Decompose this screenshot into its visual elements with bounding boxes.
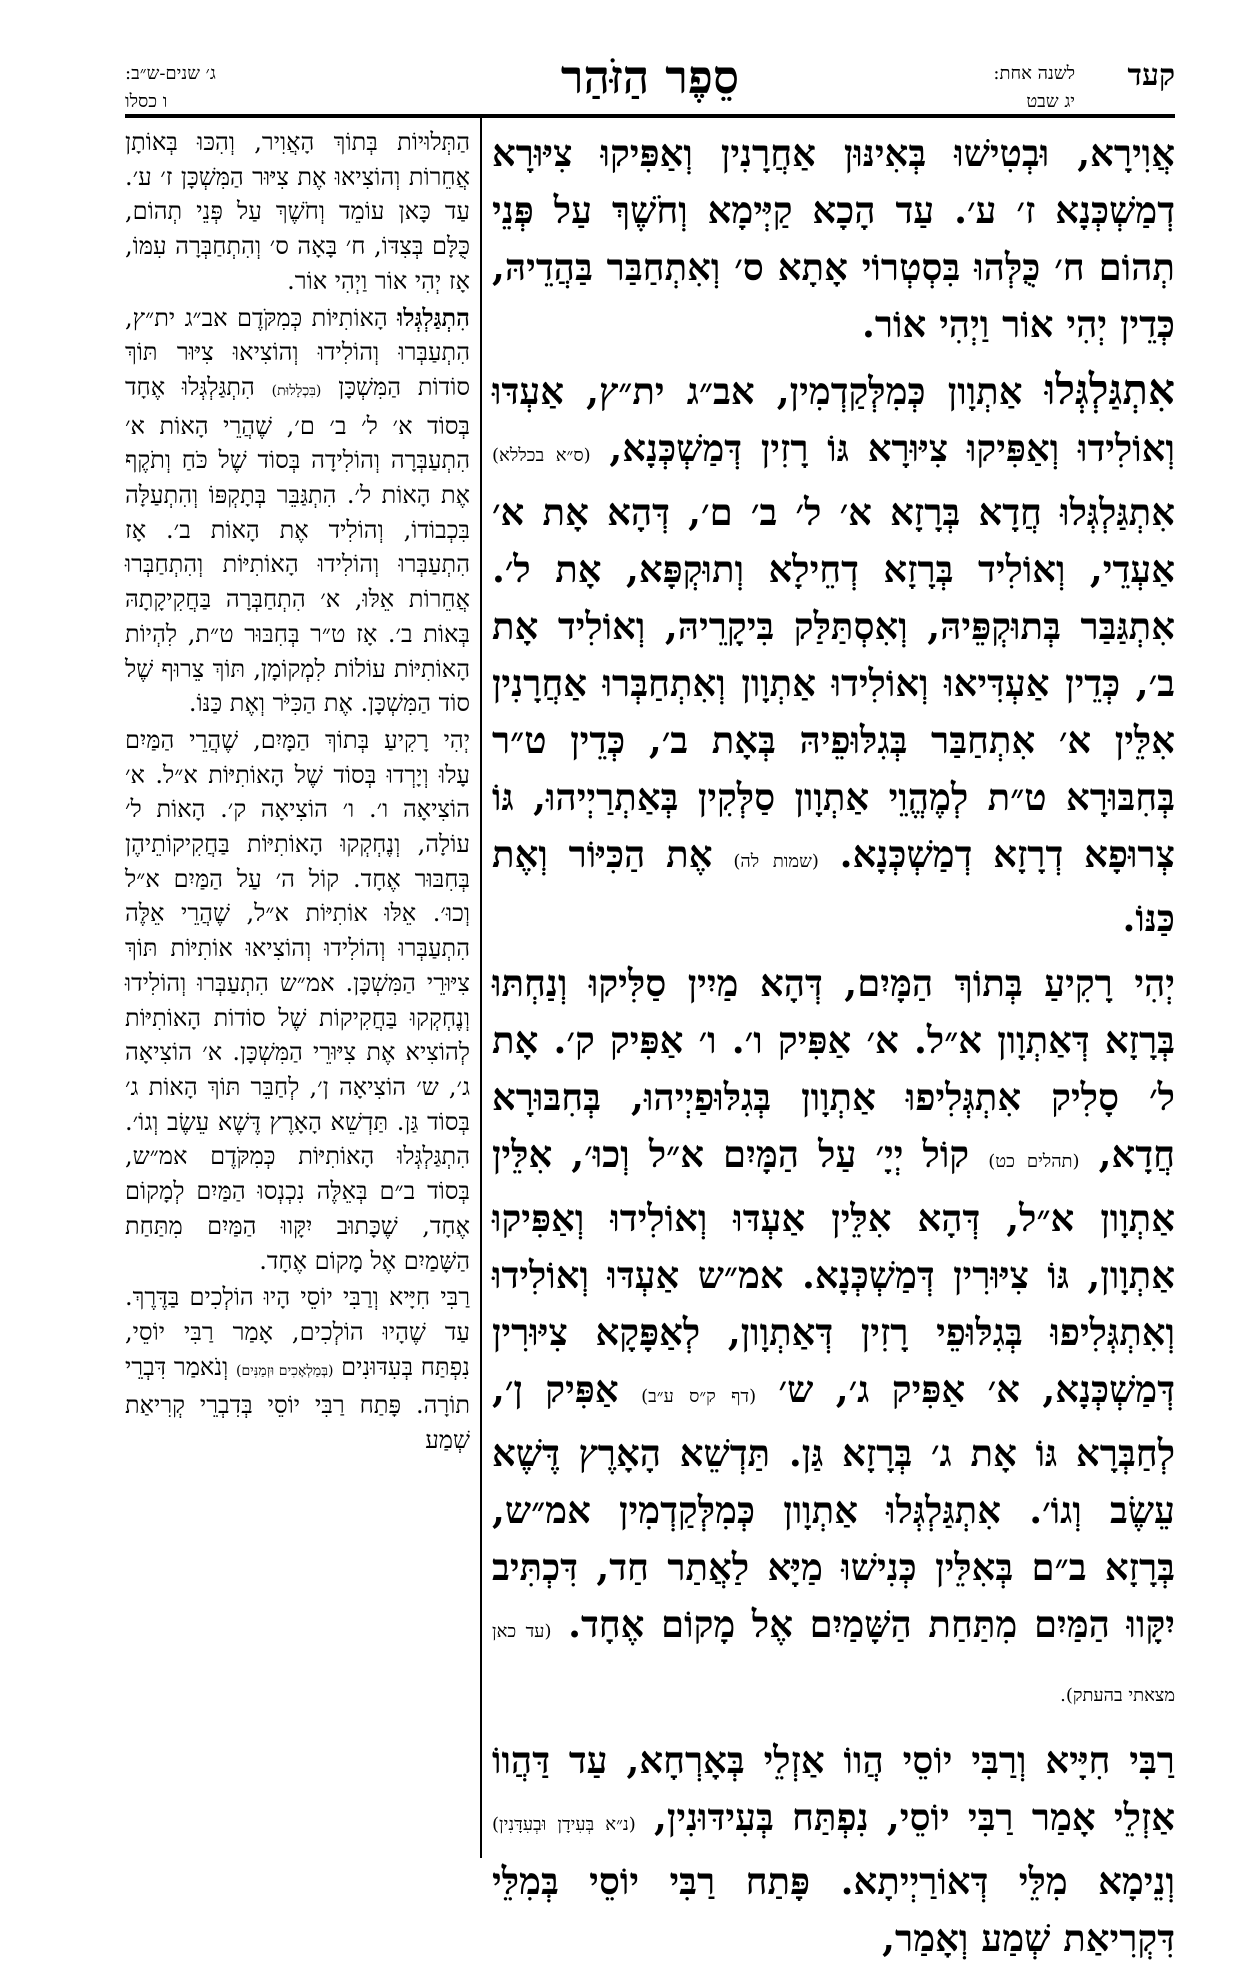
book-title: סֵפֶר הַזֹּהַר [560, 50, 740, 104]
main-text: יְהִי רָקִיעַ בְּתוֹךְ הַמָּיִם, דְּהָא מַיִין סַלִּיקוּ וְנַחְתּוּ בְּרָזָא דְּאַתְוָון א״ל. א׳ אַפִּיק ו׳. ו׳ אַפִּיק ק׳. אָת ל׳ סָלִיק אִתְגְּלִיפוּ אַתְוָון בְּגִלּוּפַיְיהוּ, בְּחִבּוּרָא חֲדָא, [492, 961, 1175, 1176]
main-text: רַבִּי חִיָּיא וְרַבִּי יוֹסֵי הֲווֹ אַזְלֵי בְּאָרְחָא, עַד דַּהֲווֹ אַזְלֵי אָמַר רַבִּי יוֹסֵי, נִפְתַּח בְּעִידּוּנִין, [492, 1738, 1175, 1839]
translation-column [125, 125, 470, 1865]
translation-paragraph [125, 125, 470, 299]
translation-text: הָאוֹתִיּוֹת כְּמִקֹּדֶם אב״ג ית״ץ, הִתְעַבְּרוּ וְהוֹלִידוּ וְהוֹצִיאוּ צִיּוּר תּוֹךְ סוֹדוֹת הַמִּשְׁכָּן [125, 303, 470, 401]
page-reference: (דף ק״ס ע״ב) [641, 1386, 757, 1407]
schedule-three-years-date: ו כסלו [125, 91, 168, 112]
main-text: אַתְוָון כְּמִלְּקַדְמִין, אב״ג ית״ץ, אַעְדּוּ וְאוֹלִידוּ וְאַפִּיקוּ צִיּוּרָא גּוֹ רָזִין דְּמַשְׁכְּנָא, [492, 369, 1175, 470]
main-text-column [492, 125, 1175, 1960]
variant-note: (נ״א בְּעִידָן וּבְעִדָּנִין) [492, 1814, 636, 1835]
main-text: קוֹל יְיָ׳ עַל הַמָּיִם א״ל וְכוּ׳, אִלֵּין אַתְוָון א״ל, דְּהָא אִלֵּין אַעְדּוּ וְאוֹלִידוּ וְאַפִּיקוּ אַתְוָון, גּוֹ צִיּוּרִין דְּמַשְׁכְּנָא. אמ״ש אַעְדּוּ וְאוֹלִידוּ וְאִתְגְּלִיפוּ בְּגִלּוּפֵי רָזִין דְּאַתְוָון, לְאַפָּקָא צִיּוּרִין דְּמַשְׁכְּנָא, א׳ אַפִּיק ג׳, ש׳ [492, 1132, 1175, 1411]
translation-text: הִתְגַּלְגְּלוּ אֶחָד בְּסוֹד א׳ ל׳ ב׳ ם׳, שֶׁהֲרֵי הָאוֹת א׳ הִתְעַבְּרָה וְהוֹלִידָה בְּסוֹד שֶׁל כֹּחַ וְתֹקֶף אֶת הָאוֹת ל׳. הִתְגַּבֵּר בְּתָקְפּוֹ וְהִתְעַלָּה בִּכְבוֹדוֹ, וְהוֹלִיד אֶת הָאוֹת ב׳. אָז הִתְעַבְּרוּ וְהוֹלִידוּ הָאוֹתִיּוֹת וְהִתְחַבְּרוּ אֲחֵרוֹת אֵלּוּ, א׳ הִתְחַבְּרָה בַּחֲקִיקָתָהּ בְּאוֹת ב׳. אָז ט״ר בְּחִבּוּר ט״ת, לִהְיוֹת הָאוֹתִיּוֹת עוֹלוֹת לִמְקוֹמָן, תּוֹךְ צֵרוּף שֶׁל סוֹד הַמִּשְׁכָּן. אֶת הַכִּיֹּר וְאֶת כַּנּוֹ. [125, 372, 470, 718]
translation-paragraph [125, 301, 470, 721]
translation-paragraph [125, 723, 470, 1278]
opening-word: אִתְגַּלְגְּלוּ [1044, 365, 1175, 414]
main-paragraph [492, 361, 1175, 947]
translation-text: וְנֹאמַר דִּבְרֵי תוֹרָה. פָּתַח רַבִּי יוֹסֵי בְּדִבְרֵי קְרִיאַת שְׁמַע [125, 1352, 470, 1455]
source-reference: (שמות לה) [733, 851, 819, 872]
source-reference: (תהלים כט) [988, 1151, 1080, 1172]
main-paragraph [492, 1732, 1175, 1967]
translation-text: רַבִּי חִיָּיא וְרַבִּי יוֹסֵי הָיוּ הוֹלְכִים בַּדֶּרֶךְ. עַד שֶׁהָיוּ הוֹלְכִים, אָמַר רַבִּי יוֹסֵי, נִפְתַּח בְּעִדּוּנִים [125, 1283, 470, 1381]
variant-note: (בִּכְלָלוּת) [271, 382, 322, 399]
opening-word: הִתְגַּלְגְּלוּ [397, 302, 470, 332]
variant-note: (ס״א בכללא) [492, 445, 591, 466]
main-text: אִתְגַּלְגְּלוּ חֲדָא בְּרָזָא א׳ ל׳ ב׳ ם׳, דְּהָא אָת א׳ אַעְדֵי, וְאוֹלִיד בְּרָזָא דְחֵילָא וְתוּקְפָּא, אָת ל׳. אִתְגַּבַּר בְּתוּקְפֵּיהּ, וְאִסְתַּלַּק בִּיקָרֵיהּ, וְאוֹלִיד אָת ב׳, כְּדֵין אַעְדִּיאוּ וְאוֹלִידוּ אַתְוָון וְאִתְחַבְּרוּ אַחֲרָנִין אִלֵּין א׳ אִתְחַבַּר בְּגִלּוּפֵיהּ בְּאָת ב׳, כְּדֵין ט״ר בְּחִבּוּרָא ט״ת לְמֶהֱוֵי אַתְוָון סַלְּקִין בְּאַתְרַיְיהוּ, גּוֹ צְרוּפָא דְרָזָא דְמַשְׁכְּנָא. [492, 490, 1175, 876]
translation-paragraph [125, 1280, 470, 1458]
main-text: אֲוִירָא, וּבְטִישׁוּ בְּאִינּוּן אַחֲרָנִין וְאַפִּיקוּ צִיּוּרָא דְמַשְׁכְּנָא ז׳ ע׳. עַד הָכָא קַיְּימָא וְחֹשֶׁךְ עַל פְּנֵי תְהוֹם ח׳ כֻּלְּהוּ בִּסְטְרוֹי אָתָא ס׳ וְאִתְחַבַּר בַּהֲדֵיהּ, כְּדֵין יְהִי אוֹר וַיְהִי אוֹר. [492, 131, 1175, 346]
variant-note: (בְּמַלְאָכִים וּזְמַנִּים) [235, 1362, 334, 1379]
editorial-note: (עד כאן מצאתי בהעתק). [492, 1621, 1175, 1706]
page-header [125, 50, 1175, 135]
translation-text: הַתְּלוּיוֹת בְּתוֹךְ הָאֲוִיר, וְהִכּוּ בְּאוֹתָן אֲחֵרוֹת וְהוֹצִיאוּ אֶת צִיּוּר הַמִּשְׁכָּן ז׳ ע׳. עַד כָּאן עוֹמֵד וְחֹשֶׁךְ עַל פְּנֵי תְהוֹם, כֻּלָּם בְּצִדּוֹ, ח׳ בָּאָה ס׳ וְהִתְחַבְּרָה עִמּוֹ, אָז יְהִי אוֹר וַיְהִי אוֹר. [125, 128, 470, 295]
main-text: וְנֵימָא מִלֵּי דְּאוֹרַיְיתָא. פָּתַח רַבִּי יוֹסֵי בְּמִלֵּי דִּקְרִיאַת שְׁמַע וְאָמַר, [492, 1859, 1175, 1960]
column-divider [480, 118, 482, 1858]
reading-schedule-three-years [125, 60, 325, 116]
schedule-one-year-label: לשנה אחת: [993, 63, 1075, 84]
main-text: אֶת הַכִּיּוֹר וְאֶת כַּנּוֹ. [492, 832, 1175, 940]
header-rule [125, 114, 1175, 118]
schedule-three-years-label: ג׳ שנים-ש״ב: [125, 63, 216, 84]
page-number: קעד [1127, 58, 1175, 93]
translation-text: יְהִי רָקִיעַ בְּתוֹךְ הַמָּיִם, שֶׁהֲרֵי הַמַּיִם עָלוּ וְיָרְדוּ בְּסוֹד שֶׁל הָאוֹתִיּוֹת א״ל. א׳ הוֹצִיאָה ו׳. ו׳ הוֹצִיאָה ק׳. הָאוֹת ל׳ עוֹלָה, וְנֶחְקְקוּ הָאוֹתִיּוֹת בַּחֲקִיקוֹתֵיהֶן בְּחִבּוּר אֶחָד. קוֹל ה׳ עַל הַמַּיִם א״ל וְכוּ׳. אֵלּוּ אוֹתִיּוֹת א״ל, שֶׁהֲרֵי אֵלֶּה הִתְעַבְּרוּ וְהוֹלִידוּ וְהוֹצִיאוּ אוֹתִיּוֹת תּוֹךְ צִיּוּרֵי הַמִּשְׁכָּן. אמ״ש הִתְעַבְּרוּ וְהוֹלִידוּ וְנֶחְקְקוּ בַּחֲקִיקוֹת שֶׁל סוֹדוֹת הָאוֹתִיּוֹת לְהוֹצִיא אֶת צִיּוּרֵי הַמִּשְׁכָּן. א׳ הוֹצִיאָה ג׳, ש׳ הוֹצִיאָה ן׳, לְחַבֵּר תּוֹךְ הָאוֹת ג׳ בְּסוֹד גַּן. תַּדְשֵׁא הָאָרֶץ דֶּשֶׁא עֵשֶׂב וְגוֹ׳. הִתְגַּלְגְּלוּ הָאוֹתִיּוֹת כְּמִקֹּדֶם אמ״ש, בְּסוֹד ב״ם בְּאֵלֶּה נִכְנְסוּ הַמַּיִם לְמָקוֹם אֶחָד, שֶׁכָּתוּב יִקָּווּ הַמַּיִם מִתַּחַת הַשָּׁמַיִם אֶל מָקוֹם אֶחָד. [125, 725, 470, 1275]
schedule-one-year-date: יג שבט [1026, 91, 1075, 112]
main-text: אַפִּיק ן׳, לְחַבְּרָא גּוֹ אָת ג׳ בְּרָזָא גַּן. תַּדְשֵׁא הָאָרֶץ דֶּשֶׁא עֵשֶׂב וְגוֹ׳. אִתְגַּלְגְּלוּ אַתְוָון כְּמִלְּקַדְמִין אמ״ש, בְּרָזָא ב״ם בְּאִלֵּין כְּנִישׁוּ מַיָּא לַאֲתַר חַד, דִּכְתִּיב יִקָּווּ הַמַּיִם מִתַּחַת הַשָּׁמַיִם אֶל מָקוֹם אֶחָד. [492, 1367, 1175, 1646]
main-paragraph [492, 125, 1175, 353]
main-paragraph [492, 955, 1175, 1724]
